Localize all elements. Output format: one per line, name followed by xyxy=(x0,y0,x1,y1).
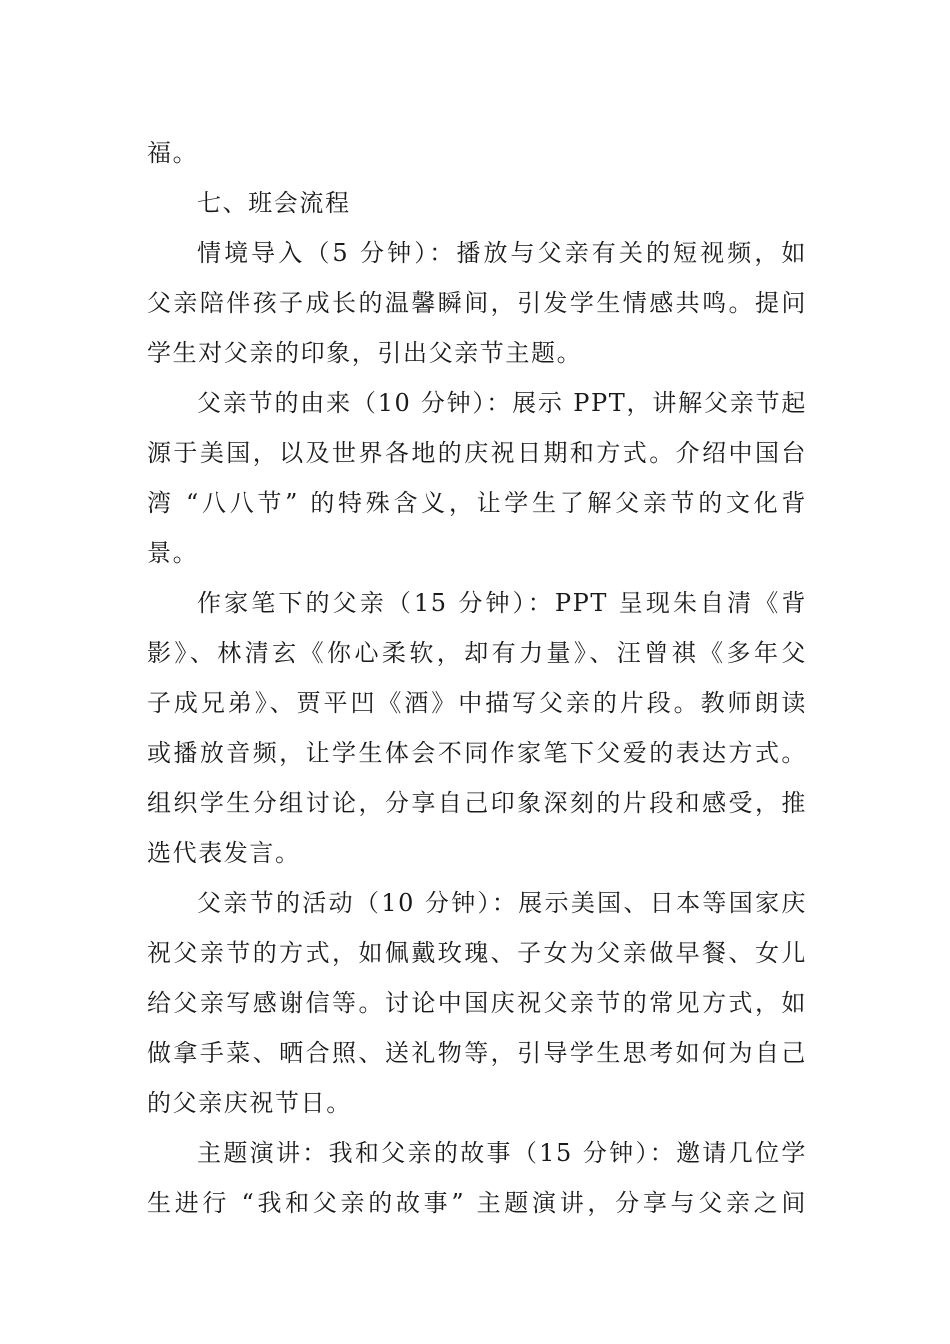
text-line: 生进行 “我和父亲的故事” 主题演讲，分享与父亲之间 xyxy=(147,1189,807,1217)
text-line: 祝父亲节的方式，如佩戴玫瑰、子女为父亲做早餐、女儿 xyxy=(147,939,807,967)
text-line: 景。 xyxy=(147,539,199,567)
text-line: 湾 “八八节” 的特殊含义，让学生了解父亲节的文化背 xyxy=(147,489,807,517)
text-line: 父亲节的由来（10 分钟）：展示 PPT，讲解父亲节起 xyxy=(197,389,807,417)
text-line: 选代表发言。 xyxy=(147,839,301,867)
body-paragraph xyxy=(147,878,807,1128)
text-line: 子成兄弟》、贾平凹《酒》中描写父亲的片段。教师朗读 xyxy=(147,689,807,717)
section-heading xyxy=(147,178,807,228)
text-line: 给父亲写感谢信等。讨论中国庆祝父亲节的常见方式，如 xyxy=(147,989,807,1017)
text-line: 七、班会流程 xyxy=(197,189,351,217)
text-line: 情境导入（5 分钟）：播放与父亲有关的短视频，如 xyxy=(197,239,807,267)
text-line: 学生对父亲的印象，引出父亲节主题。 xyxy=(147,339,583,367)
document-page xyxy=(147,128,807,1228)
text-line: 组织学生分组讨论，分享自己印象深刻的片段和感受，推 xyxy=(147,789,807,817)
text-line: 的父亲庆祝节日。 xyxy=(147,1089,352,1117)
text-line: 影》、林清玄《你心柔软，却有力量》、汪曾祺《多年父 xyxy=(147,639,807,667)
text-line: 主题演讲：我和父亲的故事（15 分钟）：邀请几位学 xyxy=(197,1139,807,1167)
body-paragraph xyxy=(147,378,807,578)
text-line: 源于美国，以及世界各地的庆祝日期和方式。介绍中国台 xyxy=(147,439,807,467)
text-line: 父亲节的活动（10 分钟）：展示美国、日本等国家庆 xyxy=(197,889,807,917)
text-line: 作家笔下的父亲（15 分钟）：PPT 呈现朱自清《背 xyxy=(197,589,807,617)
body-paragraph xyxy=(147,228,807,378)
text-line: 做拿手菜、晒合照、送礼物等，引导学生思考如何为自己 xyxy=(147,1039,807,1067)
text-line: 福。 xyxy=(147,139,199,167)
body-paragraph xyxy=(147,128,807,178)
body-paragraph xyxy=(147,1128,807,1228)
body-paragraph xyxy=(147,578,807,878)
text-line: 父亲陪伴孩子成长的温馨瞬间，引发学生情感共鸣。提问 xyxy=(147,289,807,317)
text-line: 或播放音频，让学生体会不同作家笔下父爱的表达方式。 xyxy=(147,739,807,767)
